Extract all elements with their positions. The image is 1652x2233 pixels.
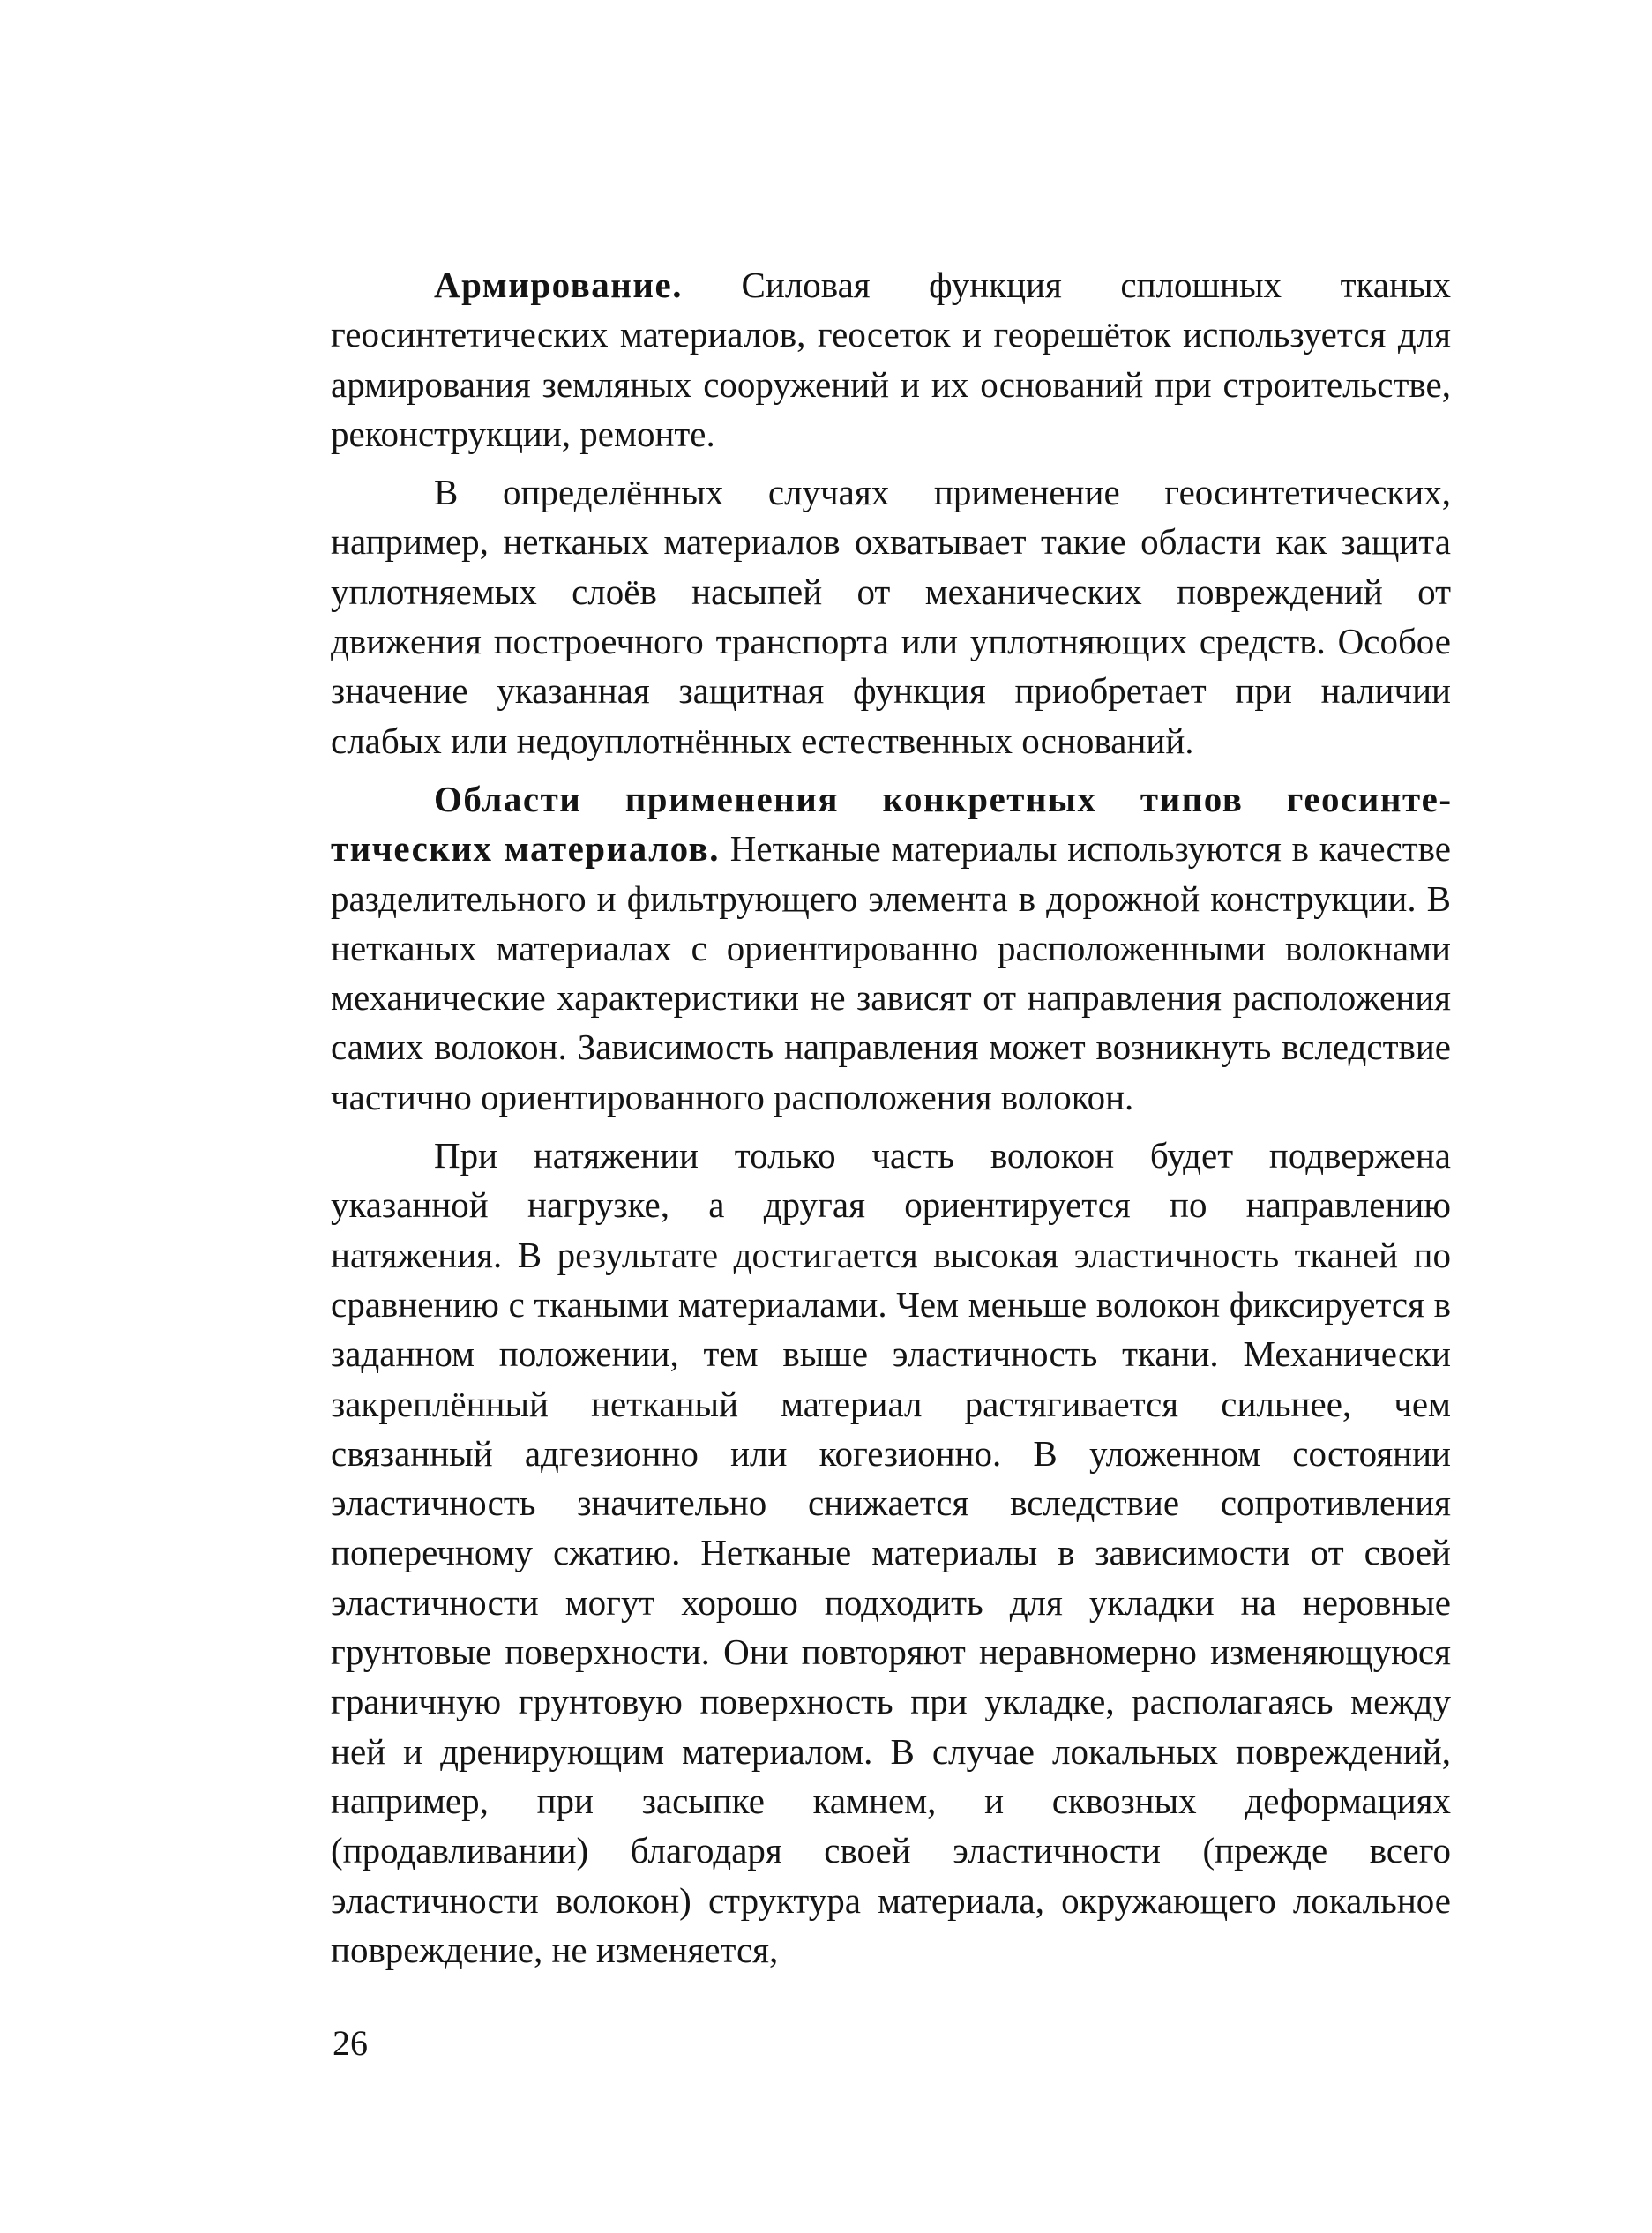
page-number: 26 — [333, 2023, 368, 2063]
paragraph-text: В определённых случаях применение геосинтетических, например, нетканых материалов охватывает такие области как защита уплотняемых слоёв насыпей от механических повреждений от движения построечного транспорта или уплотняющих средств. Особое значение указанная защитная функция приобретает при наличии слабых или недоуплотнённых естественных оснований. — [331, 472, 1451, 761]
paragraph-text: При натяжении только часть волокон будет подвержена указанной нагрузке, а другая ориентируется по направлению натяжения. В результате достигается высокая эластичность тканей по сравнению с ткаными материалами. Чем меньше волокон фиксируется в заданном положении, тем выше эластичность ткани. Механически закреплённый нетканый материал растягивается сильнее, чем связанный адгезионно или когезионно. В уложенном состоянии эластичность значительно снижается вследствие сопротивления поперечному сжатию. Нетканые материалы в зависимости от своей эластичности могут хорошо подходить для укладки на неровные грунтовые поверхности. Они повторяют неравномерно изменяющуюся граничную грунтовую поверхность при укладке, располагаясь между ней и дренирующим материалом. В случае локальных повреждений, например, при засыпке камнем, и сквозных деформациях (продавливании) благодаря своей эластичности (прежде всего эластичности волокон) структура материала, окружающего локальное повреждение, не изменяется, — [331, 1135, 1451, 1970]
page-body — [331, 260, 1451, 1983]
paragraph-tension — [331, 1131, 1451, 1975]
paragraph-heading: Армирование. — [434, 265, 683, 305]
paragraph-heading: Области применения конкретных типов геосинтетических материалов. — [331, 778, 1451, 870]
paragraph-text: Нетканые материалы используются в качестве разделительного и фильтрующего элемента в дорожной конструкции. В нетканых материалах с ориентированно расположенными волокнами механические характеристики не зависят от направления расположения самих волокон. Зависимость направления может возникнуть вследствие частично ориентированного расположения волокон. — [331, 828, 1451, 1117]
paragraph-protection — [331, 467, 1451, 765]
paragraph-reinforcement — [331, 260, 1451, 459]
paragraph-text: Силовая функция сплошных тканых геосинтетических материалов, геосеток и георешёток используется для армирования земляных сооружений и их оснований при строительстве, реконструкции, ремонте. — [331, 265, 1451, 454]
paragraph-application-areas — [331, 774, 1451, 1122]
